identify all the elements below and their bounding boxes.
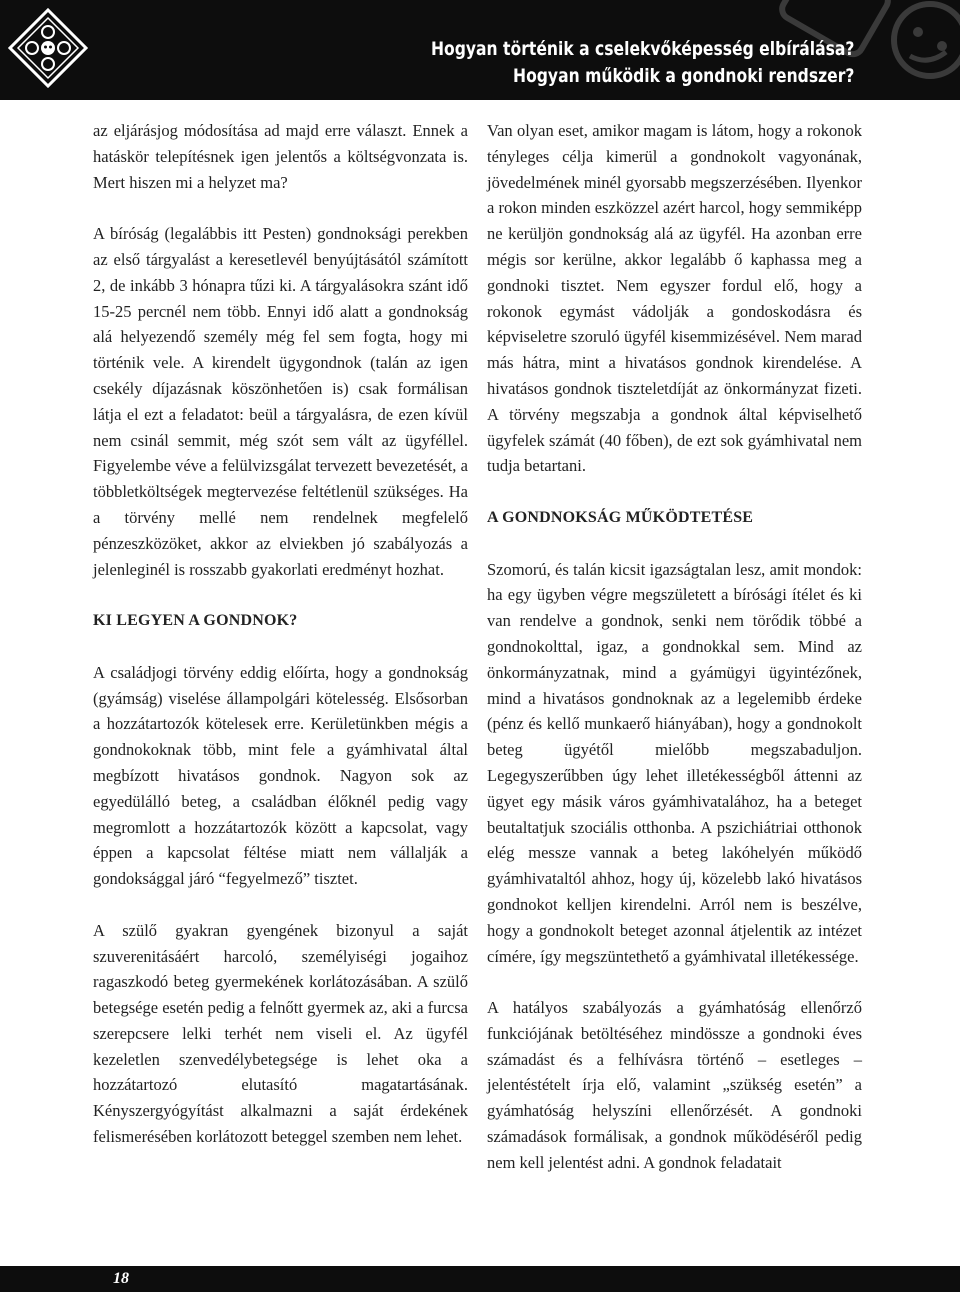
left-paragraph-1: az eljárásjog módosítása ad majd erre választ. Ennek a hatáskör telepítésnek igen jelentős a költségvonzata is. Mert hiszen mi a helyzet ma? (93, 121, 468, 192)
left-paragraph-4: A szülő gyakran gyengének bizonyul a saját szuverenitásáért harcoló, személyiségi jogaihoz ragaszkodó beteg gyermekének korlátozásában. A szülő betegsége esetén pedig a felnőtt gyermek az, aki a furcsa szerepcsere lelki terhét nem viseli el. Az ügyfél kezeletlen szenvedélybetegsége is lehet oka a hozzátartozó elutasító magatartásának. Kényszergyógyítást alkalmazni a saját érdekének felismerésében korlátozott beteggel szemben nem lehet. (93, 920, 468, 1147)
left-column (93, 118, 468, 1150)
right-paragraph-3: A hatályos szabályozás a gyámhatóság ellenőrző funkciójának betöltéséhez mindössze a gondnoki éves számadást és a felhívásra történő – esetleges – jelentéstételt írja elő, valamint „szükség esetén” a gyámhatóság helyszíni ellenőrzését. A gondnoki számadások formálisak, a gondnok működéséről pedig nem kell jelentést adni. A gondnok feladatait (487, 998, 862, 1172)
section-heading-mukodtetese: A GONDNOKSÁG MŰKÖDTETÉSE (487, 508, 754, 526)
left-paragraph-3: A családjogi törvény eddig előírta, hogy a gondnokság (gyámság) viselése állampolgári kötelesség. Elsősorban a hozzátartozók kötelesek erre. Kerületünkben mégis a gondnokoknak több, mint fele a gyámhivatal által megbízott hivatásos gondnok. Nagyon sok az egyedülálló beteg, a családban élőknél pedig vagy megromlott a hozzátartozók között a kapcsolat, vagy éppen a kapcsolat féltése miatt nem vállalják a gondoksággal járó “fegyelmező” tisztet. (93, 662, 468, 889)
header-title-line1: Hogyan történik a cselekvőképesség elbírálása? (430, 38, 854, 60)
right-column (487, 118, 862, 1176)
header-title-line2: Hogyan működik a gondnoki rendszer? (512, 65, 854, 87)
page-number: 18 (113, 1270, 129, 1287)
right-paragraph-2: Szomorú, és talán kicsit igazságtalan lesz, amit mondok: ha egy ügyben végre megszületett a bírósági ítélet és ki van rendelve a gondnok, senki nem törődik többé a gondnokolttal, igaz, a gondnokkal sem. Mind az önkormányzatnak, mind a gyámügyi ügyintézőnek, mind a hivatásos gondnoknak az a legelemibb érdeke (pénz és kellő munkaerő hiányában), hogy a gondnokolt beteg ügyétől mielőbb megszabaduljon. Legegyszerűbben úgy lehet illetékességből áttenni az ügyet egy másik város gyámhivatalához, ha a beteget beutaltatjuk szociális otthonba. A pszichiátriai otthonok elég messze vannak a beteg lakóhelyén működő gyámhivataltól ahhoz, hogy új, közelebb lakó hivatásos gondnokot kelljen kirendelni. Arról nem is beszélve, hogy a gondnokolt beteget azonnal átjelentik az intézet címére, így megszüntethető a gyámhivatal illetékessége. (487, 559, 862, 966)
header-titles (338, 36, 854, 90)
diamond-emblem-icon (8, 8, 88, 88)
page-footer (0, 1266, 960, 1292)
page-header (0, 0, 960, 100)
left-paragraph-2: A bíróság (legalábbis itt Pesten) gondnoksági perekben az első tárgyalást a keresetlevél benyújtásától számított 2, de inkább 3 hónapra tűzi ki. A tárgyalásokra szánt idő 15-25 percnél nem több. Ennyi idő alatt a gondnokság alá helyezendő személy még fel sem fogta, hogy mi történik vele. A kirendelt ügygondnok (talán az igen csekély díjazásnak köszönhetően is) csak formálisan látja el ezt a feladatot: beül a tárgyalásra, de ezen kívül nem csinál semmit, még szót sem vált az ügyféllel. Figyelembe véve a felülvizsgálat tervezett bevezetését, a többletköltségek megtervezése feltétlenül szükséges. Ha a törvény mellé nem rendelnek megfelelő pénzeszközöket, akkor az elviekben jó szabályozás a jelenleginél is rosszabb gyakorlati eredményt hozhat. (93, 224, 468, 579)
right-paragraph-1: Van olyan eset, amikor magam is látom, hogy a rokonok tényleges célja kimerül a gondnokolt vagyonának, jövedelmének minél gyorsabb megszerzésében. Ilyenkor a rokon minden eszközzel azért harcol, hogy semmiképp ne kerüljön gondnokság alá az ügyfél. Ha azonban erre mégis sor kerülne, akkor legalább ő kaphassa meg a gondnoki tisztet. Nem egyszer fordul elő, hogy a rokonok egymást vádolják a gondoskodásra és képviseletre szoruló ügyfél kisemmizésével. Nem marad más hátra, mint a hivatásos gondnok kirendelése. A hivatásos gondnok tiszteletdíját az önkormányzat fizeti. A törvény megszabja a gondnok által képviselhető ügyfelek számát (40 főben), de ezt sok gyámhivatal nem tudja betartani. (487, 121, 862, 476)
section-heading-ki-legyen: KI LEGYEN A GONDNOK? (93, 612, 298, 630)
